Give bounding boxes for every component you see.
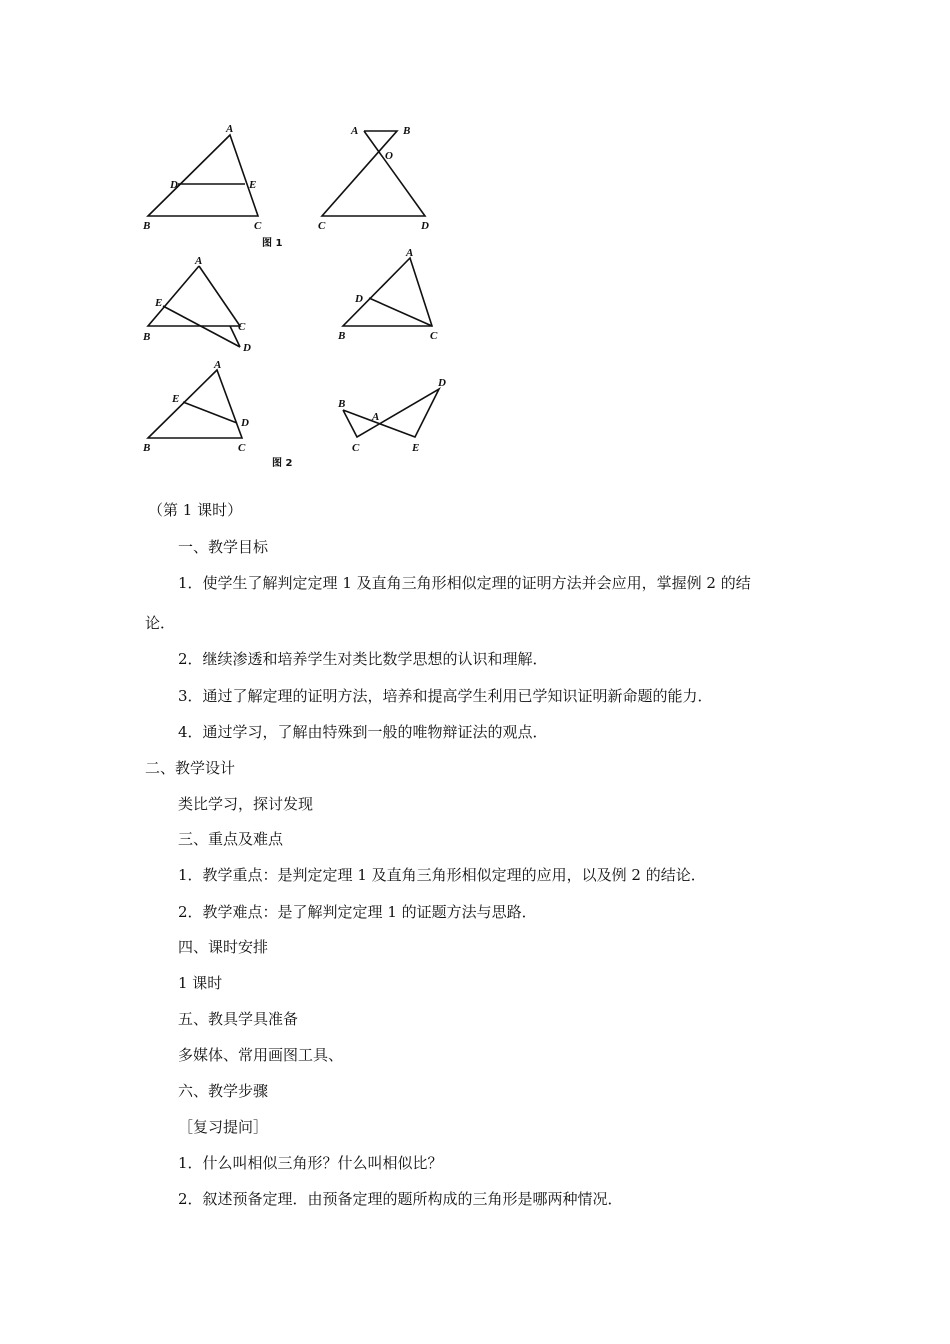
fig1-left-label-c: C — [254, 220, 262, 232]
fig2-bl-triangle — [148, 370, 242, 438]
fig2-br-shape — [343, 389, 439, 437]
fig1-right-label-c: C — [318, 220, 326, 232]
fig2-br-label-c: C — [352, 442, 360, 454]
section-4-body: 1 课时 — [178, 974, 223, 992]
section-3-title: 三、重点及难点 — [178, 830, 284, 848]
section-2-body: 类比学习，探讨发现 — [178, 795, 314, 813]
fig2-bl-ed — [183, 402, 237, 423]
fig1-right-label-a: A — [351, 125, 359, 137]
section-6-item-2: 2．叙述预备定理．由预备定理的题所构成的三角形是哪两种情况． — [178, 1190, 623, 1208]
fig1-left-label-a: A — [226, 123, 234, 135]
section-6-subheading: ［复习提问］ — [178, 1118, 269, 1136]
fig2-tr-triangle — [343, 258, 432, 326]
geometry-figures — [0, 0, 950, 480]
fig2-tl-label-a: A — [195, 255, 203, 267]
fig2-bl-label-d: D — [241, 417, 249, 429]
fig2-br-label-b: B — [338, 398, 346, 410]
fig2-tl-triangle — [148, 266, 240, 326]
fig2-tl-label-e: E — [155, 297, 163, 309]
section-3-item-2: 2．教学难点：是了解判定定理 1 的证题方法与思路． — [178, 903, 537, 921]
fig1-left-triangle — [148, 135, 258, 216]
fig2-caption: 图 2 — [272, 458, 293, 469]
section-1-item-4: 4．通过学习，了解由特殊到一般的唯物辩证法的观点． — [178, 723, 548, 741]
fig1-right-label-d: D — [421, 220, 429, 232]
section-1-item-2: 2．继续渗透和培养学生对类比数学思想的认识和理解． — [178, 650, 548, 668]
lesson-label: （第 1 课时） — [148, 501, 243, 519]
fig1-caption: 图 1 — [262, 238, 283, 249]
fig2-bl-label-c: C — [238, 442, 246, 454]
fig2-tl-label-c: C — [238, 321, 246, 333]
section-5-title: 五、教具学具准备 — [178, 1010, 299, 1028]
section-1-title: 一、教学目标 — [178, 538, 269, 556]
fig2-tr-label-a: A — [406, 247, 414, 259]
section-6-title: 六、教学步骤 — [178, 1082, 269, 1100]
fig2-tr-label-d: D — [355, 293, 363, 305]
fig2-br-label-a: A — [372, 411, 380, 423]
fig1-left-label-b: B — [143, 220, 151, 232]
fig2-br-label-d: D — [438, 377, 446, 389]
section-4-title: 四、课时安排 — [178, 938, 269, 956]
section-1-item-1-cont: 论． — [145, 614, 176, 632]
fig2-bl-label-b: B — [143, 442, 151, 454]
fig2-br-label-e: E — [412, 442, 420, 454]
section-2-title: 二、教学设计 — [145, 759, 236, 777]
fig2-tr-dc — [369, 298, 432, 326]
fig2-tl-label-d: D — [243, 342, 251, 354]
fig2-tl-label-b: B — [143, 331, 151, 343]
fig2-tr-label-b: B — [338, 330, 346, 342]
fig1-right-label-b: B — [403, 125, 411, 137]
fig2-bl-label-e: E — [172, 393, 180, 405]
fig1-left-label-e: E — [249, 179, 257, 191]
fig1-right-label-o: O — [385, 150, 393, 162]
section-1-item-3: 3．通过了解定理的证明方法，培养和提高学生利用已学知识证明新命题的能力． — [178, 687, 713, 705]
fig1-left-label-d: D — [170, 179, 178, 191]
fig2-tr-label-c: C — [430, 330, 438, 342]
section-1-item-1: 1．使学生了解判定定理 1 及直角三角形相似定理的证明方法并会应用，掌握例 2 的结 — [178, 574, 751, 592]
section-5-body: 多媒体、常用画图工具、 — [178, 1046, 344, 1064]
section-6-item-1: 1．什么叫相似三角形？什么叫相似比？ — [178, 1154, 443, 1172]
fig1-right-bowtie — [322, 131, 425, 216]
fig2-bl-label-a: A — [214, 359, 222, 371]
section-3-item-1: 1．教学重点：是判定定理 1 及直角三角形相似定理的应用，以及例 2 的结论． — [178, 866, 706, 884]
